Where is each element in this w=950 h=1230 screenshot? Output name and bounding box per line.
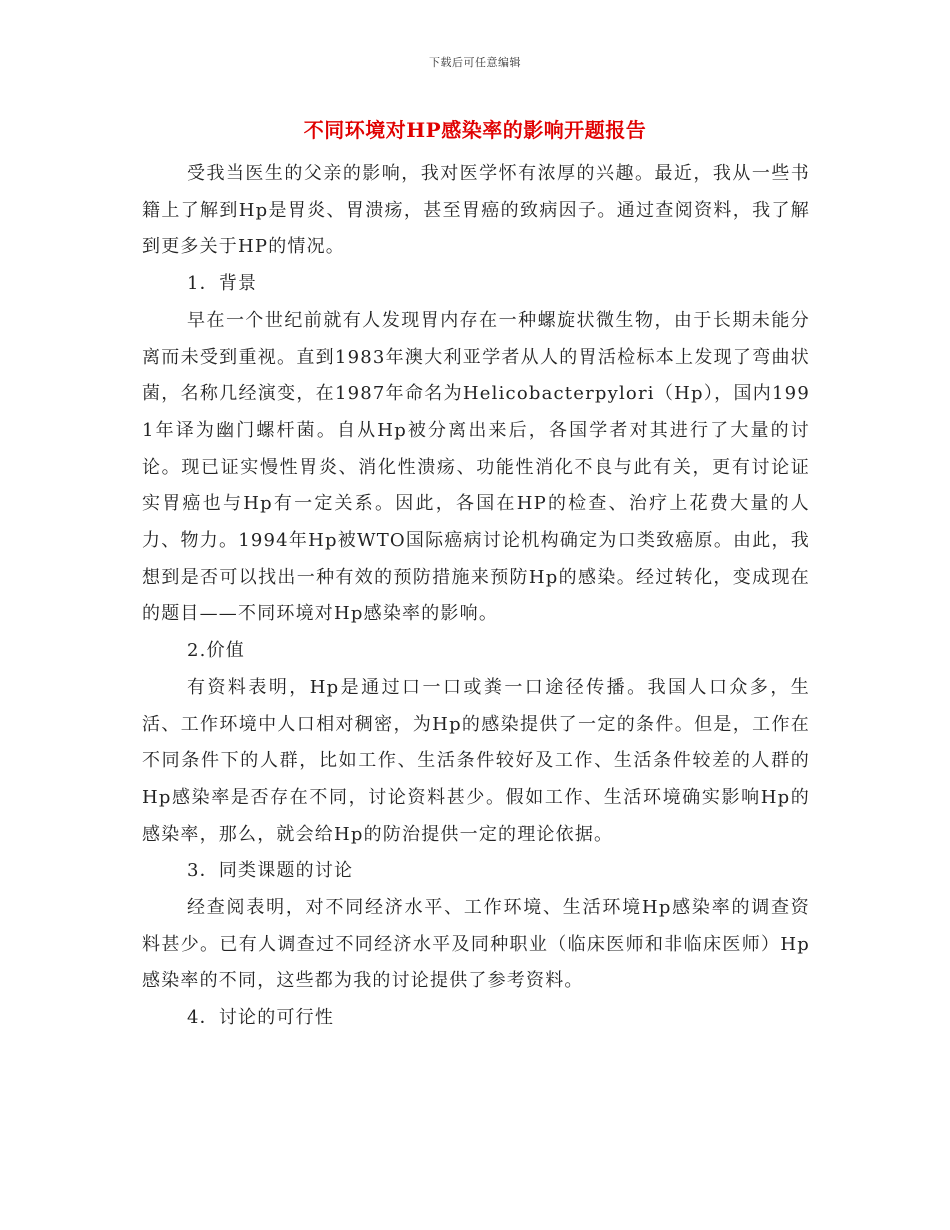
document-title: 不同环境对HP感染率的影响开题报告 (303, 118, 647, 142)
intro-paragraph: 受我当医生的父亲的影响，我对医学怀有浓厚的兴趣。最近，我从一些书籍上了解到Hp是胃炎、胃溃疡，甚至胃癌的致病因子。通过查阅资料，我了解到更多关于HP的情况。 (142, 163, 810, 258)
header-note: 下载后可任意编辑 (429, 56, 521, 69)
background-paragraph: 早在一个世纪前就有人发现胃内存在一种螺旋状微生物，由于长期未能分离而未受到重视。直到1983年澳大利亚学者从人的胃活检标本上发现了弯曲状菌，名称几经演变，在1987年命名为Helicobacterpylori（Hp），国内1991年译为幽门螺杆菌。自从Hp被分离出来后，各国学者对其进行了大量的讨论。现已证实慢性胃炎、消化性溃疡、功能性消化不良与此有关，更有讨论证实胃癌也与Hp有一定关系。因此，各国在HP的检查、治疗上花费大量的人力、物力。1994年Hp被WTO国际癌病讨论机构确定为口类致癌原。由此，我想到是否可以找出一种有效的预防措施来预防Hp的感染。经过转化，变成现在的题目——不同环境对Hp感染率的影响。 (142, 309, 810, 625)
section-heading-feasibility: 4．讨论的可行性 (187, 1007, 335, 1029)
value-paragraph: 有资料表明，Hp是通过口一口或粪一口途径传播。我国人口众多，生活、工作环境中人口相对稠密，为Hp的感染提供了一定的条件。但是，工作在不同条件下的人群，比如工作、生活条件较好及工作、生活条件较差的人群的Hp感染率是否存在不同，讨论资料甚少。假如工作、生活环境确实影响Hp的感染率，那么，就会给Hp的防治提供一定的理论依据。 (142, 676, 810, 845)
related-research-paragraph: 经查阅表明，对不同经济水平、工作环境、生活环境Hp感染率的调查资料甚少。已有人调查过不同经济水平及同种职业（临床医师和非临床医师）Hp感染率的不同，这些都为我的讨论提供了参考资料。 (142, 897, 810, 992)
section-heading-value: 2.价值 (187, 640, 245, 662)
document-body (142, 156, 810, 1037)
section-heading-background: 1．背景 (187, 273, 258, 295)
section-heading-related-research: 3．同类课题的讨论 (187, 860, 354, 882)
